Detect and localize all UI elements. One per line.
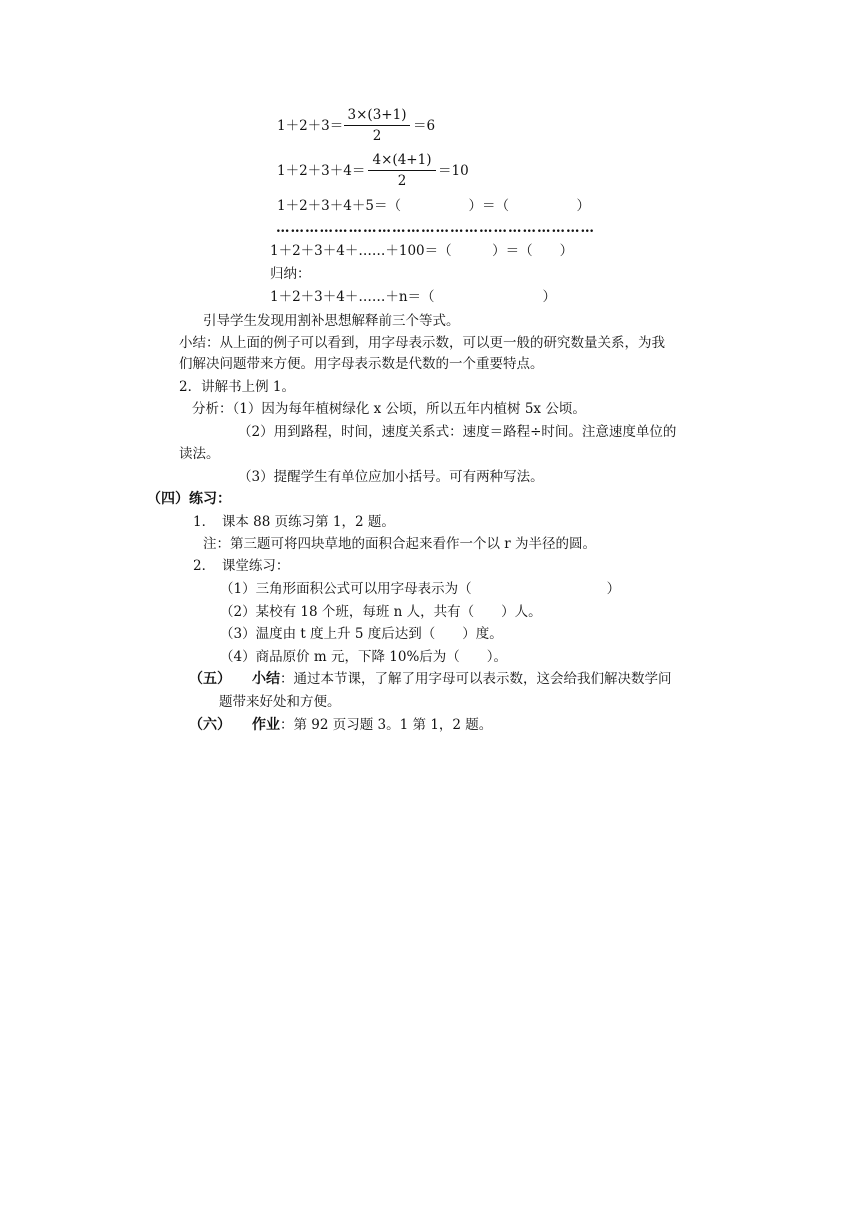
- practice-heading: （四）练习：: [147, 491, 231, 507]
- exercise-3: （3）温度由 t 度上升 5 度后达到（ ）度。: [220, 626, 503, 642]
- exercise-4: （4）商品原价 m 元，下降 10%后为（ ）。: [220, 649, 508, 665]
- formula-1-rhs: ＝6: [413, 118, 436, 134]
- exercise-2: （2）某校有 18 个班，每班 n 人，共有（ ）人。: [220, 604, 542, 620]
- induction-label: 归纳：: [270, 266, 311, 282]
- practice-item-2: 2． 课堂练习：: [193, 558, 290, 574]
- section-5-line-2: 题带来好处和方便。: [219, 694, 341, 710]
- practice-note: 注：第三题可将四块草地的面积合起来看作一个以 r 为半径的圆。: [203, 536, 597, 552]
- fraction-bar: [368, 170, 436, 171]
- formula-1-fraction: [344, 106, 410, 145]
- formula-4: 1＋2＋3＋4＋……＋100＝（ ）＝（ ）: [270, 243, 574, 259]
- analysis-3: （3）提醒学生有单位应加小括号。可有两种写法。: [238, 469, 544, 485]
- section-5-line-1: [252, 670, 672, 688]
- guide-text: 引导学生发现用割补思想解释前三个等式。: [203, 313, 460, 329]
- formula-2-rhs: ＝10: [438, 163, 469, 179]
- formula-3: 1＋2＋3＋4＋5＝（ ）＝（ ）: [277, 198, 590, 214]
- section-6-text: ：第 92 页习题 3。1 第 1，2 题。: [280, 717, 493, 733]
- fraction-bar: [344, 125, 410, 126]
- ellipsis-row: …………………………………………………………: [276, 220, 595, 236]
- exercise-1: （1）三角形面积公式可以用字母表示为（ ）: [220, 581, 621, 597]
- section-6-label: （六）: [189, 717, 231, 733]
- example-item: 2．讲解书上例 1。: [179, 379, 295, 395]
- formula-2-denominator: 2: [397, 173, 407, 189]
- analysis-2-line-2: 读法。: [179, 446, 220, 462]
- formula-1-numerator: 3×(3+1): [347, 107, 407, 123]
- practice-item-1: 1． 课本 88 页练习第 1，2 题。: [193, 514, 395, 530]
- summary-line-2: 们解决问题带来方便。用字母表示数是代数的一个重要特点。: [179, 356, 544, 372]
- analysis-1: 分析：（1）因为每年植树绿化 x 公顷，所以五年内植树 5x 公顷。: [192, 401, 586, 417]
- formula-2-fraction: [368, 151, 436, 190]
- analysis-2-line-1: （2）用到路程，时间，速度关系式：速度＝路程÷时间。注意速度单位的: [238, 424, 677, 440]
- formula-1-lhs: 1＋2＋3＝: [277, 118, 344, 134]
- section-6-line: [252, 716, 492, 734]
- formula-2-lhs: 1＋2＋3＋4＝: [277, 163, 366, 179]
- section-6-title: 作业: [252, 717, 280, 733]
- summary-line-1: 小结：从上面的例子可以看到，用字母表示数，可以更一般的研究数量关系，为我: [179, 335, 665, 351]
- section-5-text: ：通过本节课，了解了用字母可以表示数，这会给我们解决数学问: [280, 671, 672, 687]
- section-5-label: （五）: [189, 671, 231, 687]
- formula-2-numerator: 4×(4+1): [372, 152, 432, 168]
- formula-5: 1＋2＋3＋4＋……＋n＝（ ）: [270, 289, 557, 305]
- section-5-title: 小结: [252, 671, 280, 687]
- formula-1-denominator: 2: [372, 128, 382, 144]
